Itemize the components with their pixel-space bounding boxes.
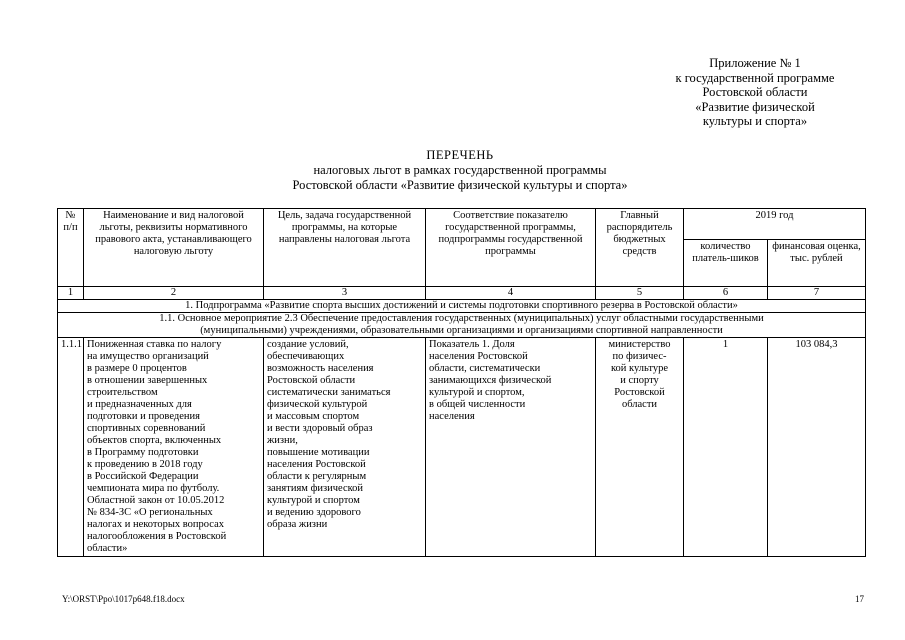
tax-benefits-table — [57, 208, 866, 557]
row-goal-line: и вести здоровый образ — [267, 423, 373, 434]
document-title — [140, 148, 780, 193]
row-finance: 103 084,3 — [768, 338, 866, 557]
header-match: Соответствие показателю государственной программы, подпрограммы государственной программы — [426, 209, 596, 287]
row-manager-line: и спорту — [620, 375, 659, 386]
header-goal: Цель, задача государственной программы, на которые направлены налоговая льгота — [264, 209, 426, 287]
appendix-block — [640, 56, 870, 129]
header-num: № п/п — [58, 209, 84, 287]
section-activity — [58, 313, 866, 338]
header-row — [58, 209, 866, 240]
row-name-line: объектов спорта, включенных — [87, 435, 222, 446]
row-name-line: Областной закон от 10.05.2012 — [87, 495, 225, 506]
column-number: 3 — [264, 287, 426, 300]
title-line: Ростовской области «Развитие физической культуры и спорта» — [292, 178, 628, 192]
column-number: 2 — [84, 287, 264, 300]
row-manager-line: Ростовской — [614, 387, 665, 398]
row-name — [84, 338, 264, 557]
row-goal-line: Ростовской области — [267, 375, 356, 386]
row-name-line: области» — [87, 543, 128, 554]
row-manager-line: министерство — [608, 339, 671, 350]
row-manager-line: кой культуре — [610, 363, 669, 374]
footer-file-path: Y:\ORST\Ppo\1017p648.f18.docx — [62, 594, 185, 604]
row-name-line: Пониженная ставка по налогу — [87, 339, 222, 350]
row-name-line: строительством — [87, 387, 158, 398]
section-activity-line: 1.1. Основное мероприятие 2.3 Обеспечение предоставления государственных (муниципальных) услуг областными государственными — [159, 313, 764, 324]
row-match-line: населения — [429, 411, 475, 422]
row-name-line: чемпионата мира по футболу. — [87, 483, 220, 494]
appendix-line: к государственной программе — [675, 70, 835, 85]
column-number-row — [58, 287, 866, 300]
row-goal-line: систематически заниматься — [267, 387, 391, 398]
row-name-line: спортивных соревнований — [87, 423, 206, 434]
row-goal — [264, 338, 426, 557]
row-match-line: области, систематически — [429, 363, 541, 374]
row-match-line: Показатель 1. Доля — [429, 339, 515, 350]
row-name-line: № 834-ЗС «О региональных — [87, 507, 213, 518]
row-manager — [596, 338, 684, 557]
appendix-line: «Развитие физической — [695, 99, 815, 114]
row-match-line: культурой и спортом, — [429, 387, 525, 398]
section-subprogram: 1. Подпрограмма «Развитие спорта высших достижений и системы подготовки спортивного резерва в Ростовской области» — [58, 300, 866, 313]
table-row — [58, 338, 866, 557]
row-goal-line: обеспечивающих — [267, 351, 345, 362]
column-number: 4 — [426, 287, 596, 300]
row-goal-line: возможность населения — [267, 363, 374, 374]
page-number: 17 — [855, 594, 864, 604]
header-manager: Главный распорядитель бюджетных средств — [596, 209, 684, 287]
appendix-line: культуры и спорта» — [702, 114, 808, 128]
column-number: 6 — [684, 287, 768, 300]
row-match — [426, 338, 596, 557]
header-year: 2019 год — [684, 209, 866, 240]
row-name-line: в размере 0 процентов — [87, 363, 187, 374]
section-activity-line: (муниципальными) учреждениями, образовательными организациями и организациями спортивной направленности — [200, 325, 723, 336]
row-goal-line: жизни, — [267, 435, 298, 446]
row-goal-line: населения Ростовской — [267, 459, 366, 470]
row-count: 1 — [684, 338, 768, 557]
row-goal-line: физической культурой — [267, 399, 368, 410]
row-match-line: населения Ростовской — [429, 351, 528, 362]
appendix-line: Приложение № 1 — [709, 56, 801, 70]
column-number: 1 — [58, 287, 84, 300]
row-name-line: налогообложения в Ростовской — [87, 531, 227, 542]
row-name-line: к проведению в 2018 году — [87, 459, 203, 470]
row-name-line: на имущество организаций — [87, 351, 209, 362]
row-manager-line: области — [621, 399, 658, 410]
header-finance: финансовая оценка, тыс. рублей — [768, 240, 866, 287]
header-name: Наименование и вид налоговой льготы, реквизиты нормативного правового акта, устанавливающего налоговую льготу — [84, 209, 264, 287]
column-number: 5 — [596, 287, 684, 300]
section-row-subprogram — [58, 300, 866, 313]
row-goal-line: и ведению здорового — [267, 507, 361, 518]
row-name-line: в Программу подготовки — [87, 447, 199, 458]
title-line: налоговых льгот в рамках государственной программы — [313, 163, 607, 177]
row-name-line: в Российской Федерации — [87, 471, 199, 482]
row-goal-line: занятиям физической — [267, 483, 364, 494]
column-number: 7 — [768, 287, 866, 300]
row-goal-line: культурой и спортом — [267, 495, 360, 506]
row-name-line: налогах и некоторых вопросах — [87, 519, 225, 530]
row-match-line: в общей численности — [429, 399, 526, 410]
title-heading: ПЕРЕЧЕНЬ — [426, 148, 494, 162]
section-row-activity — [58, 313, 866, 338]
row-goal-line: и массовым спортом — [267, 411, 360, 422]
row-num: 1.1.1 — [58, 338, 84, 557]
header-count: количество платель-шиков — [684, 240, 768, 287]
appendix-line: Ростовской области — [702, 85, 808, 99]
row-goal-line: образа жизни — [267, 519, 328, 530]
row-goal-line: создание условий, — [267, 339, 349, 350]
row-goal-line: повышение мотивации — [267, 447, 370, 458]
row-name-line: подготовки и проведения — [87, 411, 200, 422]
row-name-line: в отношении завершенных — [87, 375, 208, 386]
row-goal-line: области к регулярным — [267, 471, 367, 482]
row-name-line: и предназначенных для — [87, 399, 192, 410]
row-manager-line: по физичес- — [612, 351, 667, 362]
row-match-line: занимающихся физической — [429, 375, 552, 386]
